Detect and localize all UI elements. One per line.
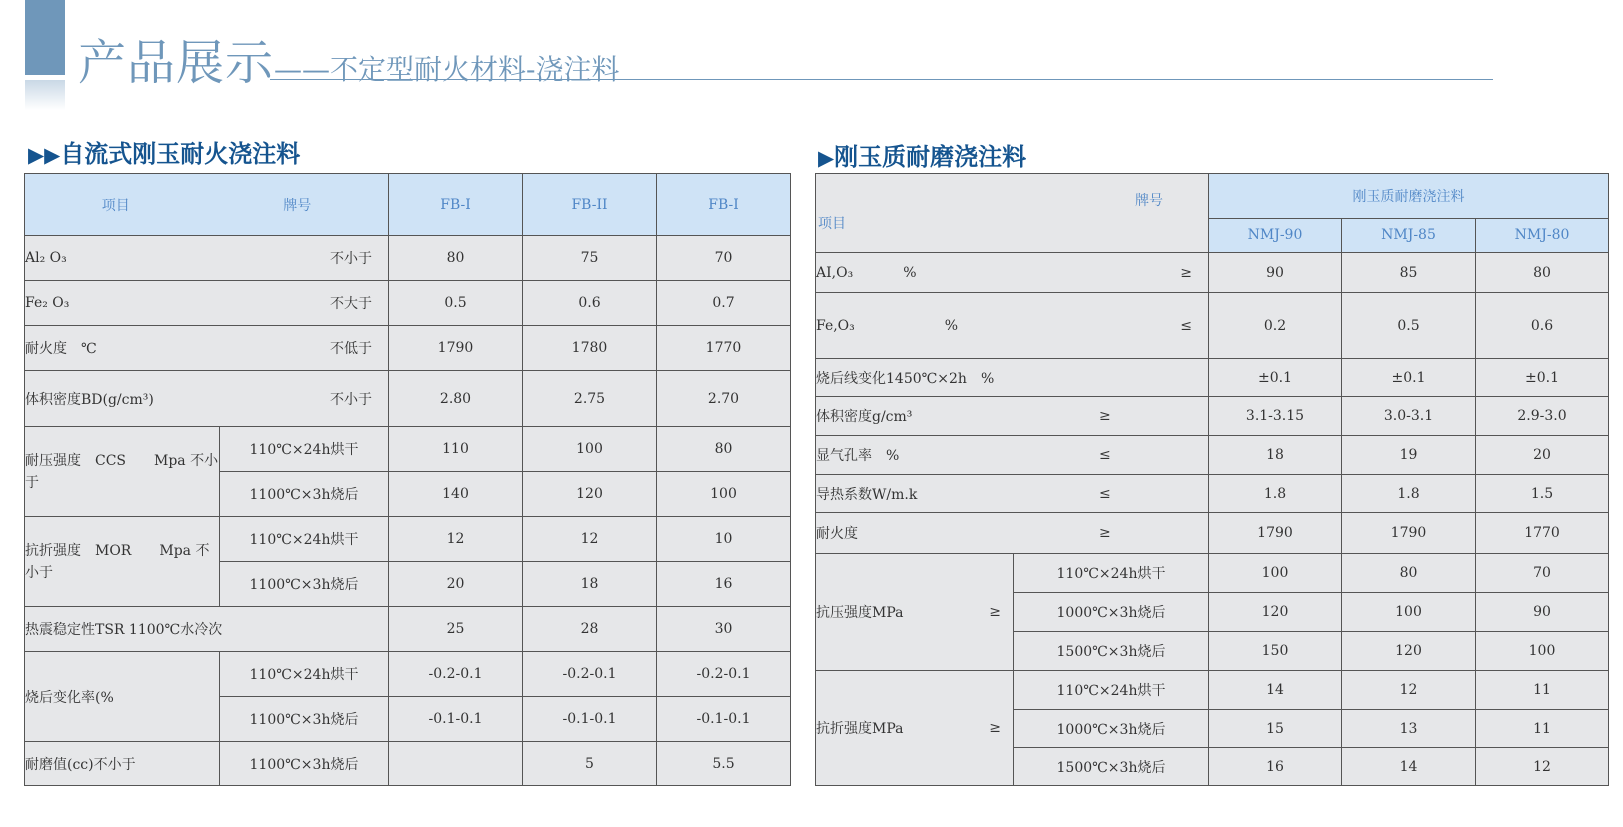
value-cell: 1790	[1342, 513, 1476, 554]
value-cell: 2.80	[389, 371, 523, 427]
row-sym: ≥	[1099, 525, 1111, 541]
value-cell: 90	[1209, 253, 1342, 293]
header-col-1: FB-I	[389, 174, 523, 236]
value-cell: 80	[389, 236, 523, 281]
value-cell: ±0.1	[1342, 359, 1476, 397]
title-accent-fade	[25, 80, 65, 110]
value-cell: 110	[389, 427, 523, 472]
row-name: 导热系数W/m.k	[816, 486, 918, 503]
left-section-title: 自流式刚玉耐火浇注料	[60, 140, 301, 168]
value-cell: -0.2-0.1	[657, 652, 791, 697]
value-cell: 2.75	[523, 371, 657, 427]
value-cell: 20	[389, 562, 523, 607]
header-col-3: NMJ-80	[1476, 218, 1609, 252]
row-sym: ≥	[989, 604, 1001, 620]
title-accent-bar	[25, 0, 65, 75]
table-row	[25, 427, 791, 472]
value-cell: 140	[389, 472, 523, 517]
value-cell: 18	[1209, 436, 1342, 475]
page-title-main: 产品展示	[78, 35, 275, 91]
value-cell: 11	[1476, 671, 1609, 710]
value-cell: 70	[657, 236, 791, 281]
value-cell: -0.2-0.1	[523, 652, 657, 697]
value-cell: 1780	[523, 326, 657, 371]
value-cell: 16	[1209, 748, 1342, 786]
value-cell: 5.5	[657, 742, 791, 786]
value-cell: 0.7	[657, 281, 791, 326]
row-cond: 1000℃×3h烧后	[1014, 593, 1209, 632]
value-cell: -0.2-0.1	[389, 652, 523, 697]
value-cell: -0.1-0.1	[523, 697, 657, 742]
row-name: 耐火度 ℃	[25, 341, 97, 357]
header-item-brand	[25, 174, 389, 236]
row-cond: 110℃×24h烘干	[1014, 671, 1209, 710]
table-row	[816, 293, 1609, 359]
value-cell: 14	[1342, 748, 1476, 786]
value-cell: 150	[1209, 632, 1342, 671]
row-cond: 1100℃×3h烧后	[220, 742, 389, 786]
value-cell: 28	[523, 607, 657, 652]
value-cell: 0.5	[1342, 293, 1476, 359]
value-cell: 1770	[1476, 513, 1609, 554]
value-cell: 25	[389, 607, 523, 652]
table-row	[25, 236, 791, 281]
row-unit: %	[944, 317, 959, 334]
value-cell: 100	[657, 472, 791, 517]
value-cell: 100	[1209, 554, 1342, 593]
value-cell: 5	[523, 742, 657, 786]
row-cond: 110℃×24h烘干	[1014, 554, 1209, 593]
value-cell: 12	[523, 517, 657, 562]
table-row	[816, 359, 1609, 397]
table-row	[816, 671, 1609, 710]
row-cond: 1100℃×3h烧后	[220, 472, 389, 517]
header-col-2: NMJ-85	[1342, 218, 1476, 252]
row-name: 耐火度	[816, 526, 858, 542]
header-col-3: FB-I	[657, 174, 791, 236]
value-cell: 80	[657, 427, 791, 472]
table-row	[25, 517, 791, 562]
value-cell: 2.9-3.0	[1476, 397, 1609, 436]
value-cell: 120	[523, 472, 657, 517]
row-name: 抗压强度MPa	[816, 605, 904, 621]
value-cell: 0.5	[389, 281, 523, 326]
table-row	[816, 253, 1609, 293]
value-cell: 90	[1476, 593, 1609, 632]
value-cell: -0.1-0.1	[657, 697, 791, 742]
row-name: Fe,O₃	[816, 317, 855, 334]
value-cell: ±0.1	[1476, 359, 1609, 397]
table-row	[816, 475, 1609, 513]
table-row	[25, 652, 791, 697]
value-cell: 1.8	[1342, 475, 1476, 513]
table-row	[816, 513, 1609, 554]
row-unit: %	[903, 264, 917, 281]
row-name: 抗折强度MPa	[816, 721, 904, 737]
row-sym: ≤	[1099, 485, 1111, 502]
row-sym: ≤	[1099, 447, 1111, 463]
value-cell: 1790	[1209, 513, 1342, 554]
value-cell: 100	[1476, 632, 1609, 671]
value-cell: 2.70	[657, 371, 791, 427]
row-cond: 110℃×24h烘干	[220, 517, 389, 562]
value-cell: 3.1-3.15	[1209, 397, 1342, 436]
header-col-1: NMJ-90	[1209, 218, 1342, 252]
header-brand: 牌号	[1135, 193, 1163, 209]
row-name: 体积密度BD(g/cm³)	[25, 391, 154, 408]
value-cell: 0.6	[1476, 293, 1609, 359]
value-cell: 3.0-3.1	[1342, 397, 1476, 436]
left-spec-table	[24, 173, 791, 786]
row-cond: 1100℃×3h烧后	[220, 562, 389, 607]
value-cell: 75	[523, 236, 657, 281]
value-cell: ±0.1	[1209, 359, 1342, 397]
value-cell: 13	[1342, 710, 1476, 748]
row-name: 耐压强度 CCS Mpa 不小于	[25, 427, 220, 517]
value-cell: 100	[523, 427, 657, 472]
row-cond: 不小于	[330, 251, 372, 267]
row-name: 烧后线变化1450℃×2h %	[816, 359, 1209, 397]
value-cell: 12	[1342, 671, 1476, 710]
right-spec-table	[815, 173, 1609, 786]
play-arrows-icon: ▶▶	[28, 143, 61, 167]
table-row	[25, 607, 791, 652]
title-underline	[270, 79, 1493, 80]
row-name: 烧后变化率(%	[25, 652, 220, 742]
row-cond: 110℃×24h烘干	[220, 427, 389, 472]
row-cond: 不低于	[330, 341, 372, 357]
table-row	[25, 742, 791, 786]
header-item: 项目	[818, 216, 846, 232]
value-cell: 30	[657, 607, 791, 652]
row-cond: 110℃×24h烘干	[220, 652, 389, 697]
value-cell: 12	[389, 517, 523, 562]
value-cell: 80	[1342, 554, 1476, 593]
row-name: Al₂ O₃	[25, 250, 67, 266]
row-name: Fe₂ O₃	[25, 295, 70, 311]
value-cell: 19	[1342, 436, 1476, 475]
left-section-heading	[28, 134, 300, 169]
header-item: 项目	[101, 197, 130, 214]
header-brand: 牌号	[283, 197, 312, 214]
right-section-heading	[818, 137, 1026, 172]
row-sym: ≥	[989, 720, 1001, 736]
table-row	[816, 436, 1609, 475]
value-cell: 0.6	[523, 281, 657, 326]
table-row	[25, 326, 791, 371]
row-sym: ≥	[1099, 408, 1111, 424]
row-cond: 1000℃×3h烧后	[1014, 710, 1209, 748]
row-cond: 不小于	[330, 391, 372, 408]
row-cond: 1100℃×3h烧后	[220, 697, 389, 742]
right-section-title: 刚玉质耐磨浇注料	[834, 143, 1027, 171]
value-cell: 100	[1342, 593, 1476, 632]
value-cell: 14	[1209, 671, 1342, 710]
row-sym: ≥	[1180, 264, 1192, 281]
row-sym: ≤	[1180, 317, 1192, 334]
table-row	[816, 397, 1609, 436]
value-cell: -0.1-0.1	[389, 697, 523, 742]
table-row	[25, 281, 791, 326]
value-cell: 0.2	[1209, 293, 1342, 359]
value-cell: 85	[1342, 253, 1476, 293]
row-name: AI,O₃	[816, 264, 854, 281]
value-cell: 16	[657, 562, 791, 607]
row-name: 热震稳定性TSR 1100℃水冷次	[25, 607, 389, 652]
value-cell: 1.8	[1209, 475, 1342, 513]
page-title-sub: ——不定型耐火材料-浇注料	[274, 53, 620, 86]
header-item-brand	[816, 174, 1209, 253]
table-row	[25, 371, 791, 427]
row-name: 显气孔率 %	[816, 448, 900, 464]
row-name: 抗折强度 MOR Mpa 不小于	[25, 517, 220, 607]
value-cell: 12	[1476, 748, 1609, 786]
play-arrow-icon: ▶	[818, 146, 835, 170]
header-col-2: FB-II	[523, 174, 657, 236]
row-name: 耐磨值(cc)不小于	[25, 742, 220, 786]
value-cell: 120	[1342, 632, 1476, 671]
value-cell: 70	[1476, 554, 1609, 593]
value-cell: 1.5	[1476, 475, 1609, 513]
row-cond: 1500℃×3h烧后	[1014, 632, 1209, 671]
value-cell: 80	[1476, 253, 1609, 293]
value-cell: 18	[523, 562, 657, 607]
value-cell: 1770	[657, 326, 791, 371]
table-row	[816, 554, 1609, 593]
row-cond: 1500℃×3h烧后	[1014, 748, 1209, 786]
value-cell	[389, 742, 523, 786]
row-name: 体积密度g/cm³	[816, 409, 913, 425]
value-cell: 120	[1209, 593, 1342, 632]
page-title	[78, 24, 619, 93]
table-header-row	[816, 174, 1609, 219]
table-header-row	[25, 174, 791, 236]
value-cell: 10	[657, 517, 791, 562]
header-group: 刚玉质耐磨浇注料	[1209, 174, 1609, 219]
value-cell: 11	[1476, 710, 1609, 748]
value-cell: 15	[1209, 710, 1342, 748]
row-cond: 不大于	[330, 296, 372, 312]
value-cell: 20	[1476, 436, 1609, 475]
value-cell: 1790	[389, 326, 523, 371]
